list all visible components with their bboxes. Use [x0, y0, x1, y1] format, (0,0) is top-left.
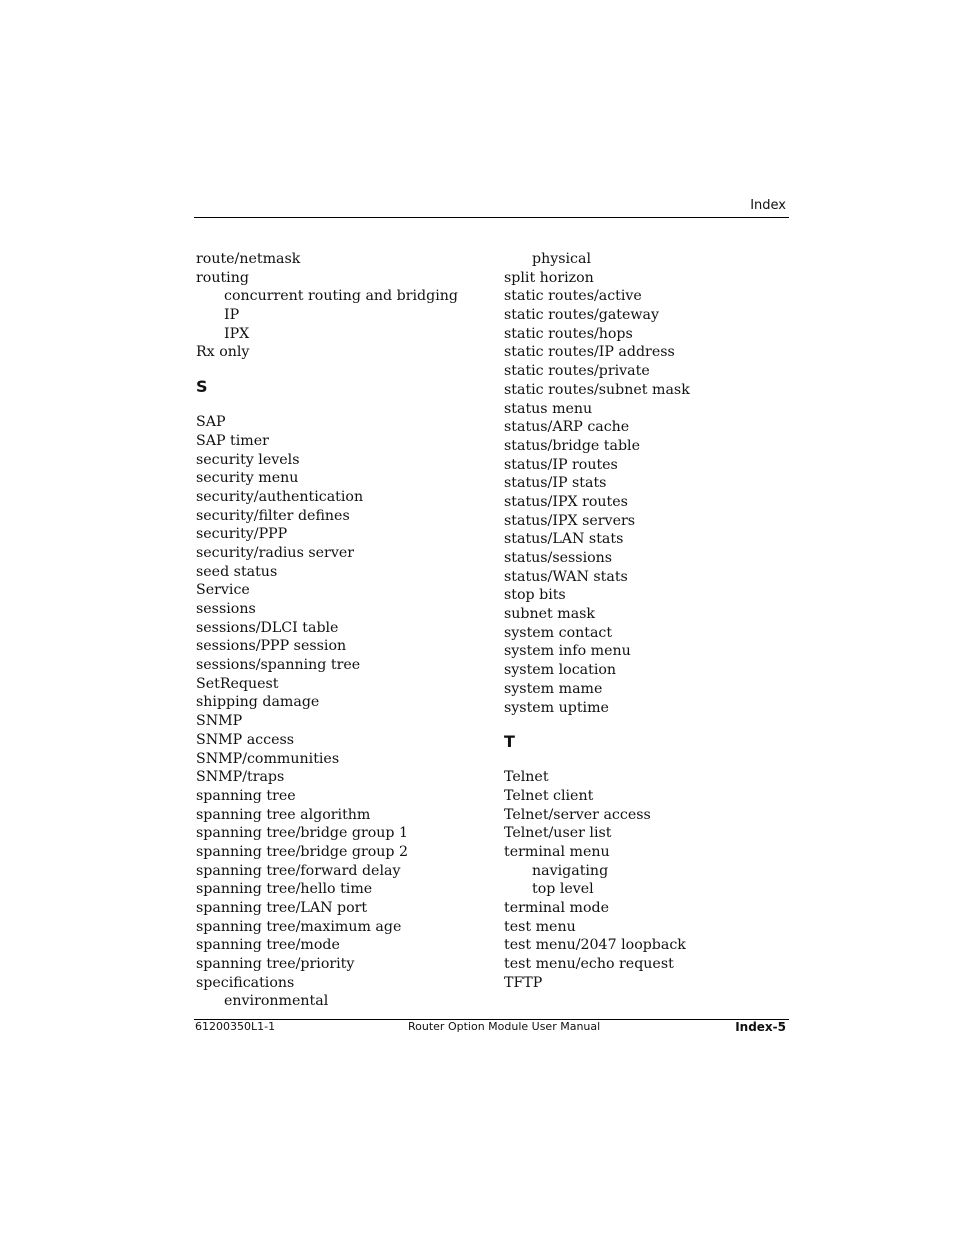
- footer-page-number: Index-5: [735, 1020, 786, 1034]
- index-entry: spanning tree/maximum age: [196, 918, 402, 935]
- index-entry: SAP timer: [196, 432, 269, 449]
- index-entry: terminal menu: [504, 843, 610, 860]
- index-group-t: [504, 768, 690, 992]
- index-entry: SAP: [196, 414, 226, 431]
- index-entry: SNMP access: [196, 731, 295, 748]
- index-subentry: IP: [224, 307, 240, 324]
- index-entry: spanning tree/mode: [196, 937, 340, 954]
- index-entry: security/filter defines: [196, 507, 350, 524]
- index-group-s: [196, 413, 458, 1011]
- index-entry: SNMP/traps: [196, 769, 285, 786]
- index-entry: seed status: [196, 563, 278, 580]
- index-entry: status/sessions: [504, 550, 613, 566]
- index-entry: Telnet: [504, 769, 549, 786]
- index-entry: SetRequest: [196, 675, 279, 692]
- index-entry: spanning tree algorithm: [196, 806, 371, 823]
- index-entry: test menu/2047 loopback: [504, 937, 686, 954]
- index-entry: system location: [504, 662, 617, 679]
- index-subentry: concurrent routing and bridging: [224, 288, 458, 305]
- section-letter-s: S: [196, 377, 208, 397]
- section-letter-t: T: [504, 732, 515, 752]
- index-entry: spanning tree/bridge group 1: [196, 825, 409, 842]
- index-entry: spanning tree/LAN port: [196, 900, 368, 916]
- index-entry: status/IP stats: [504, 475, 607, 492]
- index-group-s-continued: [504, 250, 690, 717]
- index-entry: sessions: [196, 601, 256, 617]
- index-entry: status menu: [504, 400, 593, 417]
- index-entry: status/IP routes: [504, 456, 618, 473]
- index-entry: static routes/active: [504, 288, 642, 305]
- index-entry: Telnet/server access: [504, 806, 651, 823]
- index-entry: Telnet/user list: [504, 825, 612, 842]
- index-entry: test menu: [504, 918, 576, 935]
- index-entry: spanning tree/forward delay: [196, 862, 401, 879]
- index-subentry: top level: [532, 881, 594, 898]
- index-entry: spanning tree/priority: [196, 956, 355, 973]
- index-entry: route/netmask: [196, 251, 301, 267]
- index-entry: routing: [196, 269, 249, 286]
- index-entry: sessions/PPP session: [196, 638, 347, 655]
- index-entry: spanning tree: [196, 787, 296, 804]
- index-entry: status/LAN stats: [504, 531, 624, 548]
- index-entry: static routes/private: [504, 363, 650, 380]
- index-subentry: navigating: [532, 862, 609, 879]
- index-entry: system uptime: [504, 699, 609, 716]
- index-subentry: IPX: [224, 325, 250, 342]
- index-entry: system info menu: [504, 643, 631, 660]
- footer-manual-title: Router Option Module User Manual: [408, 1020, 601, 1033]
- index-entry: spanning tree/bridge group 2: [196, 843, 409, 860]
- index-entry: split horizon: [504, 269, 594, 286]
- index-entry: status/IPX servers: [504, 512, 636, 529]
- index-entry: system mame: [504, 680, 603, 697]
- index-entry: TFTP: [504, 974, 543, 991]
- index-column-left: [196, 250, 458, 1011]
- index-entry: security levels: [196, 451, 300, 468]
- index-entry: security/PPP: [196, 526, 288, 543]
- index-entry: SNMP: [196, 713, 243, 730]
- index-entry: status/IPX routes: [504, 493, 628, 510]
- index-entry: terminal mode: [504, 900, 609, 916]
- index-column-right: [504, 250, 690, 992]
- index-entry: shipping damage: [196, 694, 320, 711]
- index-entry: static routes/subnet mask: [504, 381, 690, 398]
- index-entry: static routes/hops: [504, 325, 633, 342]
- index-entry: Telnet client: [504, 787, 594, 804]
- header-rule: [194, 217, 789, 218]
- index-entry: system contact: [504, 624, 613, 641]
- index-entry: subnet mask: [504, 606, 596, 623]
- index-entry: SNMP/communities: [196, 750, 340, 767]
- index-entry: Service: [196, 582, 250, 599]
- index-entry: spanning tree/hello time: [196, 881, 373, 898]
- index-entry: sessions/spanning tree: [196, 657, 361, 674]
- index-entry: static routes/gateway: [504, 307, 660, 324]
- index-entry: sessions/DLCI table: [196, 619, 339, 636]
- index-entry: test menu/echo request: [504, 956, 674, 973]
- index-entry: specifications: [196, 974, 295, 991]
- index-group-r: [196, 250, 458, 362]
- index-entry: static routes/IP address: [504, 344, 675, 361]
- index-entry: security/authentication: [196, 488, 364, 505]
- index-entry: status/bridge table: [504, 437, 640, 454]
- index-entry: status/WAN stats: [504, 568, 628, 585]
- index-subentry: physical: [532, 251, 591, 267]
- running-header: Index: [750, 198, 786, 213]
- index-entry: security/radius server: [196, 544, 355, 561]
- index-entry: Rx only: [196, 344, 250, 361]
- index-entry: security menu: [196, 470, 299, 487]
- index-subentry: environmental: [224, 993, 329, 1010]
- footer-doc-number: 61200350L1-1: [195, 1020, 276, 1033]
- index-entry: status/ARP cache: [504, 419, 630, 436]
- index-entry: stop bits: [504, 587, 566, 604]
